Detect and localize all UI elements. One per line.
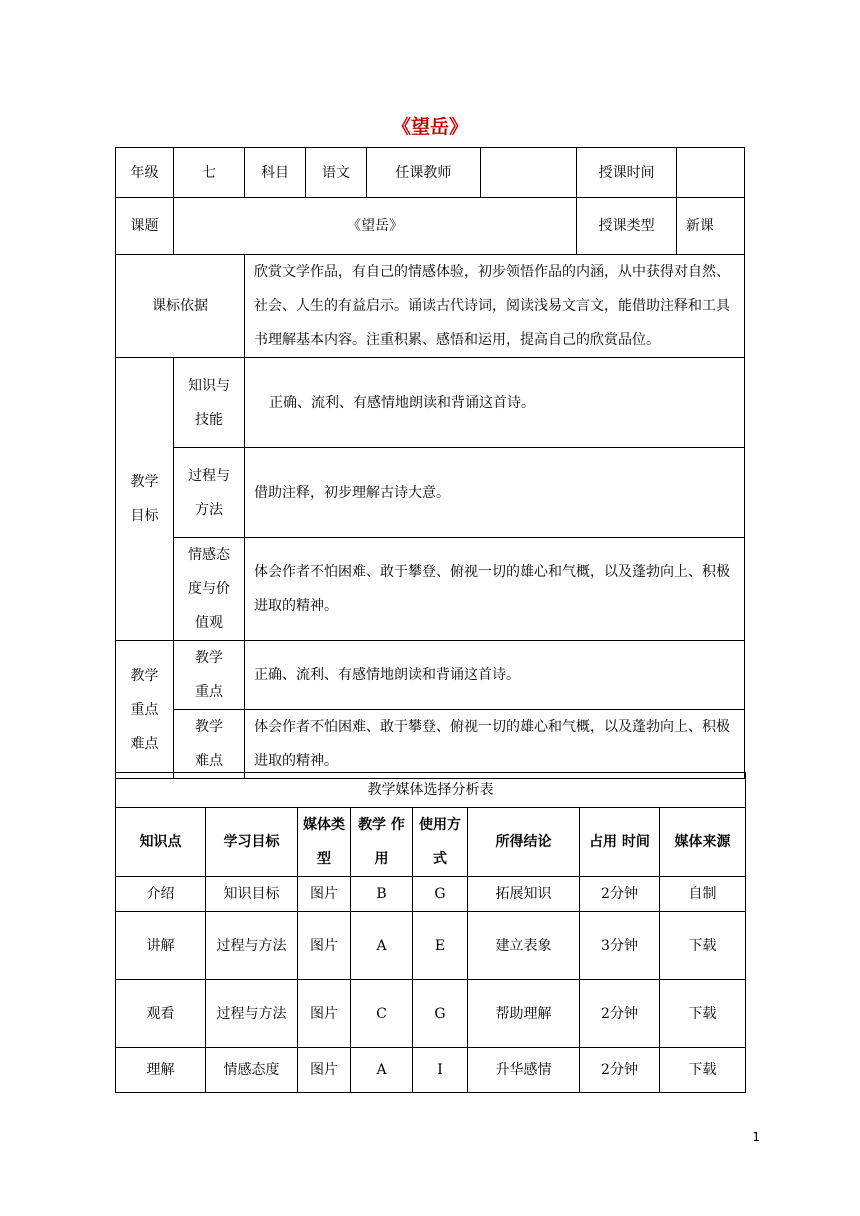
objective-label-attitude: 情感态度与价值观	[173, 538, 244, 641]
cell-media-type: 图片	[298, 912, 351, 980]
grade-value: 七	[173, 148, 244, 198]
cell-source: 自制	[660, 877, 746, 912]
table-row	[116, 877, 746, 912]
cell-conclusion: 建立表象	[468, 912, 580, 980]
cell-conclusion: 拓展知识	[468, 877, 580, 912]
cell-teaching-role: A	[351, 1048, 413, 1093]
document-title: 《望岳》	[391, 116, 468, 138]
type-label: 授课类型	[577, 198, 677, 255]
cell-teaching-role: C	[351, 980, 413, 1048]
objective-text-process: 借助注释，初步理解古诗大意。	[245, 448, 745, 538]
cell-time: 2分钟	[580, 1048, 660, 1093]
objective-text-attitude: 体会作者不怕困难、敢于攀登、俯视一切的雄心和气概，以及蓬勃向上、积极进取的精神。	[245, 538, 745, 641]
topic-label: 课题	[116, 198, 174, 255]
header-media-type: 媒体类型	[298, 808, 351, 877]
cell-knowledge-point: 讲解	[116, 912, 206, 980]
key-points-label: 教学重点难点	[116, 641, 174, 779]
cell-time: 3分钟	[580, 912, 660, 980]
difficulty-text: 体会作者不怕困难、敢于攀登、俯视一切的雄心和气概，以及蓬勃向上、积极进取的精神。	[245, 710, 745, 779]
cell-time: 2分钟	[580, 877, 660, 912]
time-label: 授课时间	[577, 148, 677, 198]
header-time: 占用 时间	[580, 808, 660, 877]
cell-time: 2分钟	[580, 980, 660, 1048]
cell-source: 下载	[660, 912, 746, 980]
objective-label-knowledge: 知识与技能	[173, 358, 244, 448]
objective-label-process: 过程与方法	[173, 448, 244, 538]
cell-media-type: 图片	[298, 1048, 351, 1093]
cell-source: 下载	[660, 980, 746, 1048]
cell-media-type: 图片	[298, 980, 351, 1048]
cell-media-type: 图片	[298, 877, 351, 912]
objectives-label: 教学目标	[116, 358, 174, 641]
subject-value: 语文	[306, 148, 367, 198]
cell-conclusion: 升华感情	[468, 1048, 580, 1093]
grade-label: 年级	[116, 148, 174, 198]
objective-text-knowledge: 正确、流利、有感情地朗读和背诵这首诗。	[245, 358, 745, 448]
cell-knowledge-point: 观看	[116, 980, 206, 1048]
cell-learning-goal: 知识目标	[206, 877, 298, 912]
time-value	[676, 148, 744, 198]
cell-learning-goal: 过程与方法	[206, 980, 298, 1048]
header-source: 媒体来源	[660, 808, 746, 877]
curriculum-label: 课标依据	[116, 255, 245, 358]
curriculum-text: 欣赏文学作品，有自己的情感体验，初步领悟作品的内涵，从中获得对自然、社会、人生的有益启示。诵读古代诗词，阅读浅易文言文，能借助注释和工具书理解基本内容。注重积累、感悟和运用，提高自己的欣赏品位。	[245, 255, 745, 358]
cell-learning-goal: 情感态度	[206, 1048, 298, 1093]
cell-source: 下载	[660, 1048, 746, 1093]
header-learning-goal: 学习目标	[206, 808, 298, 877]
lesson-plan-table	[115, 147, 745, 779]
header-usage: 使用方式	[413, 808, 468, 877]
cell-conclusion: 帮助理解	[468, 980, 580, 1048]
header-conclusion: 所得结论	[468, 808, 580, 877]
header-knowledge-point: 知识点	[116, 808, 206, 877]
table-row	[116, 980, 746, 1048]
cell-usage: E	[413, 912, 468, 980]
header-teaching-role: 教学 作用	[351, 808, 413, 877]
cell-learning-goal: 过程与方法	[206, 912, 298, 980]
table-row	[116, 912, 746, 980]
table-row	[116, 1048, 746, 1093]
cell-usage: I	[413, 1048, 468, 1093]
difficulty-label: 教学难点	[173, 710, 244, 779]
cell-teaching-role: A	[351, 912, 413, 980]
topic-value: 《望岳》	[173, 198, 576, 255]
cell-usage: G	[413, 980, 468, 1048]
cell-knowledge-point: 介绍	[116, 877, 206, 912]
teacher-value	[480, 148, 577, 198]
key-point-text: 正确、流利、有感情地朗读和背诵这首诗。	[245, 641, 745, 710]
cell-usage: G	[413, 877, 468, 912]
cell-knowledge-point: 理解	[116, 1048, 206, 1093]
media-table-title: 教学媒体选择分析表	[116, 773, 746, 808]
media-analysis-table	[115, 772, 746, 1093]
key-point-label: 教学重点	[173, 641, 244, 710]
cell-teaching-role: B	[351, 877, 413, 912]
type-value: 新课	[676, 198, 744, 255]
subject-label: 科目	[245, 148, 306, 198]
page-number: 1	[752, 1130, 760, 1144]
teacher-label: 任课教师	[366, 148, 480, 198]
